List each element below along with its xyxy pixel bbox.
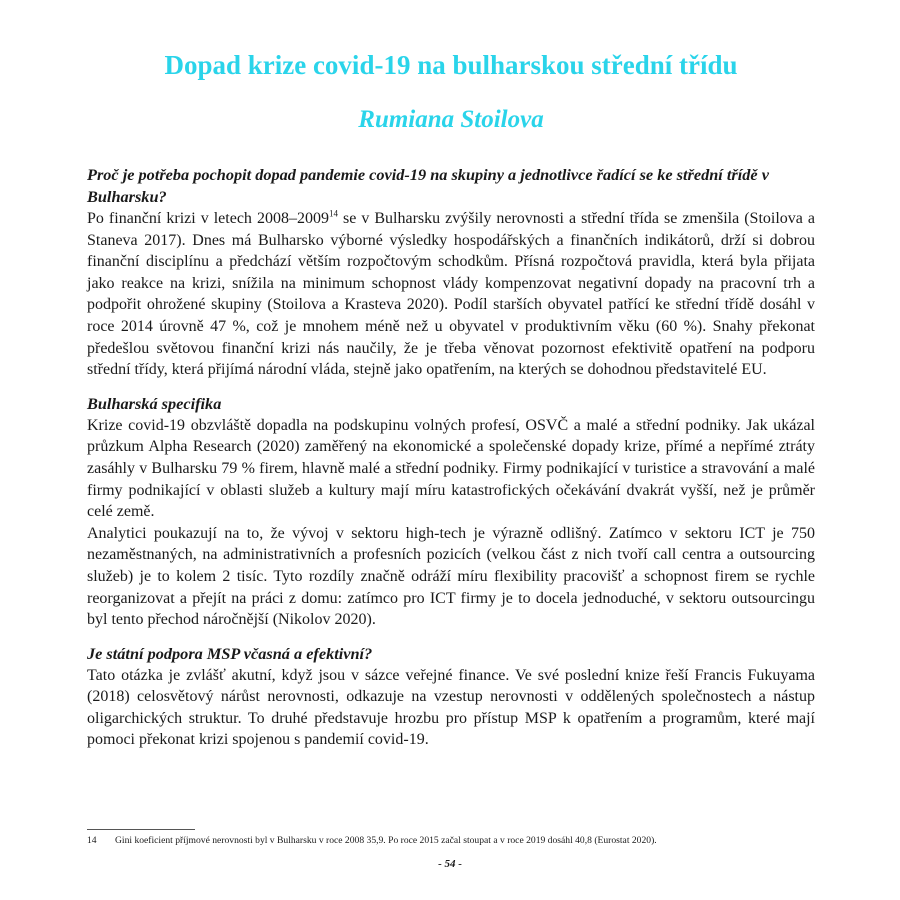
footnote-text: Gini koeficient příjmové nerovnosti byl v Bulharsku v roce 2008 35,9. Po roce 2015 začal stoupat a v roce 2019 dosáhl 40,8 (Eurostat 2020). bbox=[115, 835, 657, 846]
section-heading-3: Je státní podpora MSP včasná a efektivní? bbox=[87, 643, 373, 663]
paragraph-3: Analytici poukazují na to, že vývoj v sektoru high-tech je výrazně odlišný. Zatímco v sektoru ICT je 750 nezaměstnaných, na administrativních a profesních pozicích (velkou část z nich tvoří call centra a outsourcing služeb) je to kolem 2 tisíc. Tyto rozdíly značně odráží míru flexibility pracovišť a schopnost firem se rychle reorganizovat a přejít na práci z domu: zatímco pro ICT firmy je to docela jednoduché, v sektoru outsourcingu byl tento přechod náročnější (Nikolov 2020). bbox=[87, 524, 815, 629]
paragraph-1-start: Po finanční krizi v letech 2008–2009 bbox=[87, 210, 329, 227]
paragraph-1-rest: se v Bulharsku zvýšily nerovnosti a střední třída se zmenšila (Stoilova a Staneva 2017). Dnes má Bulharsko výborné výsledky hospodářských a finančních indikátorů, drží si dobrou finanční disciplínu a předchází větším rozpočtovým schodkům. Přísná rozpočtová pravidla, která byla přijata jako reakce na krizi, snížila na minimum schopnost vlády kompenzovat negativní dopady na pracovní trh a podpořit ohrožené skupiny (Stoilova a Krasteva 2020). Podíl starších obyvatel patřící ke střední třídě dosáhl v roce 2014 úrovně 47 %, což je mnohem méně než u obyvatel v produktivním věku (60 %). Snahy překonat předešlou světovou finanční krizi nás naučily, že je třeba věnovat pozornost efektivitě opatření na podporu střední třídy, která přijímá národní vláda, stejně jako opatřením, na kterých se dohodnou představitelé EU. bbox=[87, 210, 816, 379]
document-title: Dopad krize covid-19 na bulharskou střední třídu bbox=[164, 50, 738, 80]
footnote bbox=[87, 834, 827, 847]
author-name: Rumiana Stoilova bbox=[358, 106, 544, 133]
document-page bbox=[87, 40, 815, 751]
paragraph-2: Krize covid-19 obzvláště dopadla na podskupinu volných profesí, OSVČ a malé a střední podniky. Jak ukázal průzkum Alpha Research (2020) zaměřený na ekonomické a společenské dopady krize, přímé a nepřímé ztráty zasáhly v Bulharsku 79 % firem, hlavně malé a střední podniky. Firmy podnikající v turistice a stravování a malé firmy podnikající v oblasti služeb a kultury mají míru katastrofických očekávání dvakrát vyšší, než je průměr celé země. bbox=[87, 416, 815, 521]
page-number: - 54 - bbox=[438, 858, 462, 870]
footnote-reference[interactable]: 14 bbox=[328, 208, 338, 219]
footnote-number: 14 bbox=[87, 835, 97, 846]
section-heading-1: Proč je potřeba pochopit dopad pandemie covid-19 na skupiny a jednotlivce řadící se ke střední třídě v Bulharsku? bbox=[87, 165, 769, 206]
section-heading-2: Bulharská specifika bbox=[87, 393, 222, 413]
footnote-divider bbox=[87, 829, 195, 830]
paragraph-4: Tato otázka je zvlášť akutní, když jsou v sázce veřejné finance. Ve své poslední knize řeší Francis Fukuyama (2018) celosvětový nárůst nerovnosti, odkazuje na vzestup nerovnosti v oddělených společnostech a nástup oligarchických struktur. To druhé představuje hrozbu pro přístup MSP k opatřením a programům, které mají pomoci překonat krizi spojenou s pandemií covid-19. bbox=[87, 666, 815, 749]
paragraph-1 bbox=[87, 208, 815, 381]
